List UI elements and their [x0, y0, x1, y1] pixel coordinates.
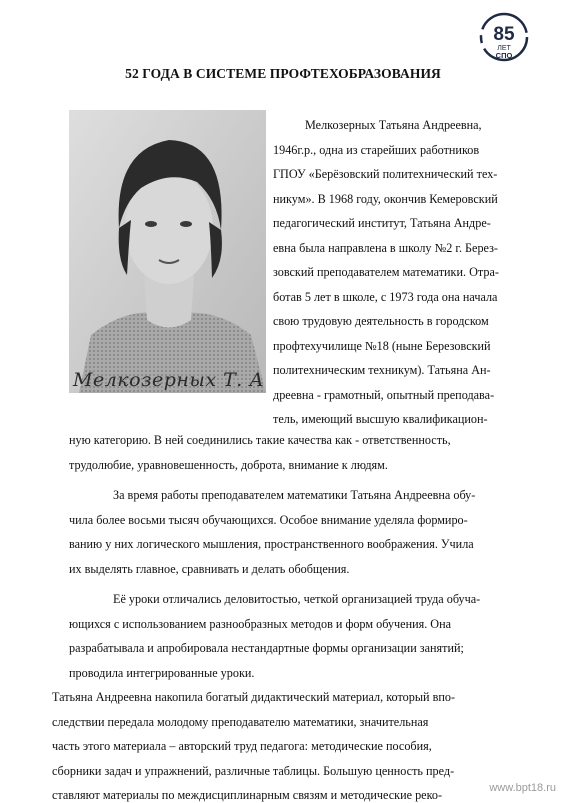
text-line: ющихся с использованием разнообразных методов и форм обучения. Она	[69, 617, 452, 631]
text-line: Её уроки отличались деловитостью, четкой организацией труда обуча-	[113, 592, 481, 606]
text-line: проводила интегрированные уроки.	[69, 666, 255, 680]
text-line: профтехучилище №18 (ныне Березовский	[273, 339, 491, 353]
anniversary-logo	[478, 10, 530, 68]
logo-line2: СПО	[495, 51, 513, 60]
logo-line1: ЛЕТ	[497, 45, 511, 52]
text-line: чила более восьми тысяч обучающихся. Особое внимание уделяла формиро-	[69, 513, 468, 527]
watermark: www.bpt18.ru	[489, 782, 556, 794]
text-line: дреевна - грамотный, опытный преподава-	[273, 388, 495, 402]
text-line: евна была направлена в школу №2 г. Берез-	[273, 241, 498, 255]
text-line: трудолюбие, уравновешенность, доброта, внимание к людям.	[69, 458, 388, 472]
text-line: Татьяна Андреевна накопила богатый дидактический материал, который впо-	[52, 690, 456, 704]
text-line: ставляют материалы по междисциплинарным связям и методические реко-	[52, 788, 443, 802]
text-line: тель, имеющий высшую квалификацион-	[273, 412, 488, 426]
portrait-photo	[69, 110, 266, 393]
text-line: политехническим техникум). Татьяна Ан-	[273, 363, 491, 377]
text-line: ную категорию. В ней соединились такие качества как - ответственность,	[69, 433, 451, 447]
text-line: разрабатывала и апробировала нестандартные формы организации занятий;	[69, 641, 464, 655]
text-line: никум». В 1968 году, окончив Кемеровский	[273, 192, 498, 206]
logo-number: 85	[493, 24, 515, 45]
text-line: следствии передала молодому преподавателю математики, значительная	[52, 715, 429, 729]
text-line: ГПОУ «Берёзовский политехнический тех-	[273, 167, 498, 181]
text-line: их выделять главное, сравнивать и делать обобщения.	[69, 562, 350, 576]
text-line: Мелкозерных Татьяна Андреевна,	[305, 118, 482, 132]
text-line: ванию у них логического мышления, пространственного воображения. Учила	[69, 537, 474, 551]
text-line: педагогический институт, Татьяна Андре-	[273, 216, 491, 230]
photo-signature: Мелкозерных Т. А	[73, 369, 265, 391]
text-line: свою трудовую деятельность в городском	[273, 314, 489, 328]
text-line: часть этого материала – авторский труд педагога: методические пособия,	[52, 739, 432, 753]
text-line: За время работы преподавателем математики Татьяна Андреевна обу-	[113, 488, 476, 502]
text-line: 1946г.р., одна из старейших работников	[273, 143, 480, 157]
page-title: 52 ГОДА В СИСТЕМЕ ПРОФТЕХОБРАЗОВАНИЯ	[125, 66, 441, 81]
text-line: зовский преподавателем математики. Отра-	[273, 265, 499, 279]
text-line: ботав 5 лет в школе, с 1973 года она начала	[273, 290, 498, 304]
text-line: сборники задач и упражнений, различные таблицы. Большую ценность пред-	[52, 764, 455, 778]
